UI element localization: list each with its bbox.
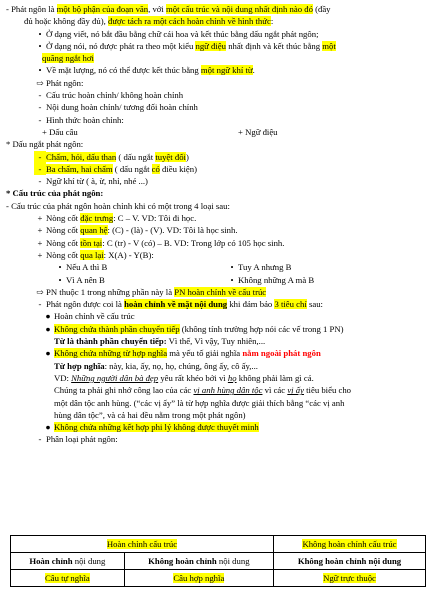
- table-header-cell: Hoàn chỉnh cấu trúc: [11, 536, 274, 553]
- bullet-quantity: • Về mặt lượng, nó có thể được kết thúc bằng một ngữ khí từ.: [6, 64, 432, 76]
- table-cell: Câu hợp nghĩa: [124, 570, 273, 587]
- criterion-3-example: VD: Những người dân bà đẹp yêu rất khéo bởi vì họ không phải làm gì cả.: [54, 372, 314, 383]
- bullet-icon: ●: [45, 422, 51, 433]
- bullet-icon: •: [38, 40, 42, 51]
- classification-heading: - Phân loại phát ngôn:: [38, 434, 118, 445]
- content-criteria-intro: - Phát ngôn được coi là hoàn chỉnh về mặt nội dung khi đảm bảo 3 tiêu chí sau:: [38, 299, 323, 310]
- table-cell: Không hoàn chỉnh nội dung: [124, 553, 273, 570]
- bullet-icon: •: [38, 65, 42, 76]
- bullet-spoken-form: • Ở dạng nói, nó được phát ra theo một kiểu ngữ điệu nhất định và kết thúc bằng một: [6, 40, 432, 52]
- document-page: [6, 3, 432, 446]
- table-header-cell: Không hoàn chỉnh cấu trúc: [273, 536, 425, 553]
- bullet-spoken-form-cont: quãng ngắt hơi: [42, 53, 94, 64]
- criterion-3-example-2: Chúng ta phải ghi nhớ công lao của các vị anh hùng dân tộc vì các vị ấy tiêu biểu cho: [54, 385, 352, 396]
- structure-intro: - Cấu trúc của phát ngôn hoàn chỉnh khi có một trong 4 loại sau:: [6, 200, 230, 211]
- criterion-3-example-4: hùng dân tộc”, và cả hai đều nằm trong một phát ngôn): [54, 409, 246, 420]
- bullet-written-form: • Ở dạng viết, nó bắt đầu bằng chữ cái hoa và kết thúc bằng dấu ngắt phát ngôn;: [6, 28, 432, 40]
- bullet-icon: ●: [45, 323, 51, 334]
- criterion-3-definition: Từ hợp nghĩa: này, kia, ấy, nọ, họ, chúng, ông ấy, cô ấy,...: [54, 360, 258, 371]
- core-item: + Nòng cốt đặc trưng: C – V. VD: Tôi đi học.: [37, 213, 197, 224]
- criterion-4: ● Không chứa những kết hợp phi lý không được thuyết minh: [6, 421, 432, 433]
- table-row: [11, 536, 426, 553]
- list-item: - Ba chấm, hai chấm ( dấu ngắt có điều kiện): [6, 163, 432, 175]
- table-row: [11, 553, 426, 570]
- table-cell: Hoàn chỉnh nội dung: [11, 553, 125, 570]
- definition-line-1: - Phát ngôn là một bộ phận của đoạn văn, với một cấu trúc và nội dung nhất định nào đó (đầy: [6, 4, 331, 14]
- classification-table: [10, 535, 426, 587]
- arrow-icon: ⇨: [36, 77, 44, 88]
- list-item: - Nội dung hoàn chỉnh/ tương đối hoàn chỉnh: [38, 102, 198, 113]
- table-cell: Không hoàn chỉnh nội dung: [273, 553, 425, 570]
- bullet-icon: •: [38, 28, 42, 39]
- list-item: - Hình thức hoàn chỉnh:: [38, 114, 124, 125]
- bullet-icon: •: [230, 262, 234, 273]
- table-cell: Ngữ trực thuộc: [273, 570, 425, 587]
- bullet-icon: •: [58, 274, 62, 285]
- phat-ngon-heading: ⇨ Phát ngôn:: [6, 77, 432, 89]
- core-item: + Nòng cốt tồn tại: C (tr) - V (có) – B. VD: Trong lớp có 105 học sinh.: [37, 237, 285, 248]
- table-cell: Câu tự nghĩa: [11, 570, 125, 587]
- bullet-icon: •: [230, 274, 234, 285]
- list-item: - Ngữ khí từ ( à, ừ, nhỉ, nhé ...): [38, 176, 148, 187]
- table-row: [11, 570, 426, 587]
- list-item: - Chấm, hỏi, dấu than ( dấu ngắt tuyệt đối): [6, 151, 432, 163]
- bullet-icon: •: [58, 262, 62, 273]
- section-heading-cau-truc: * Cấu trúc của phát ngôn:: [6, 188, 104, 199]
- criterion-3-example-3: một dân tộc anh hùng. (“các vị ấy” là từ hợp nghĩa được giải thích bằng “các vị anh: [54, 397, 345, 408]
- criterion-3: ● Không chứa những từ hợp nghĩa mà yếu tố giải nghĩa nằm ngoài phát ngôn: [6, 347, 432, 359]
- core-item: + Nòng cốt quan hệ: (C) - (là) - (V). VD: Tôi là học sinh.: [37, 225, 238, 236]
- form-subitems: + Dấu câu + Ngữ điệu: [42, 126, 278, 137]
- criterion-1: ● Hoàn chỉnh về cấu trúc: [6, 310, 432, 322]
- bullet-icon: ●: [45, 348, 51, 359]
- definition-line-2: đủ hoặc không đầy đủ), được tách ra một cách hoàn chỉnh về hình thức:: [24, 16, 274, 27]
- core-item: + Nòng cốt qua lại: X(A) - Y(B):: [37, 249, 154, 260]
- interaction-types-row-2: • Vì A nên B • Không những A mà B: [6, 274, 432, 286]
- arrow-icon: ⇨: [36, 286, 44, 297]
- interaction-types-row-1: • Nếu A thì B • Tuy A nhưng B: [6, 261, 432, 273]
- bullet-icon: ●: [45, 311, 51, 322]
- criterion-2: ● Không chứa thành phần chuyển tiếp (không tính trường hợp nói các vế trong 1 PN): [6, 323, 432, 335]
- list-item: - Cấu trúc hoàn chỉnh/ không hoàn chỉnh: [38, 90, 184, 101]
- structure-conclusion: ⇨ PN thuộc 1 trong những phần này là PN hoàn chỉnh về cấu trúc: [6, 286, 432, 298]
- criterion-2-detail: Từ là thành phần chuyển tiếp: Vì thế, Vì vậy, Tuy nhiên,...: [54, 336, 266, 347]
- section-heading-dau-ngat: * Dấu ngắt phát ngôn:: [6, 139, 84, 150]
